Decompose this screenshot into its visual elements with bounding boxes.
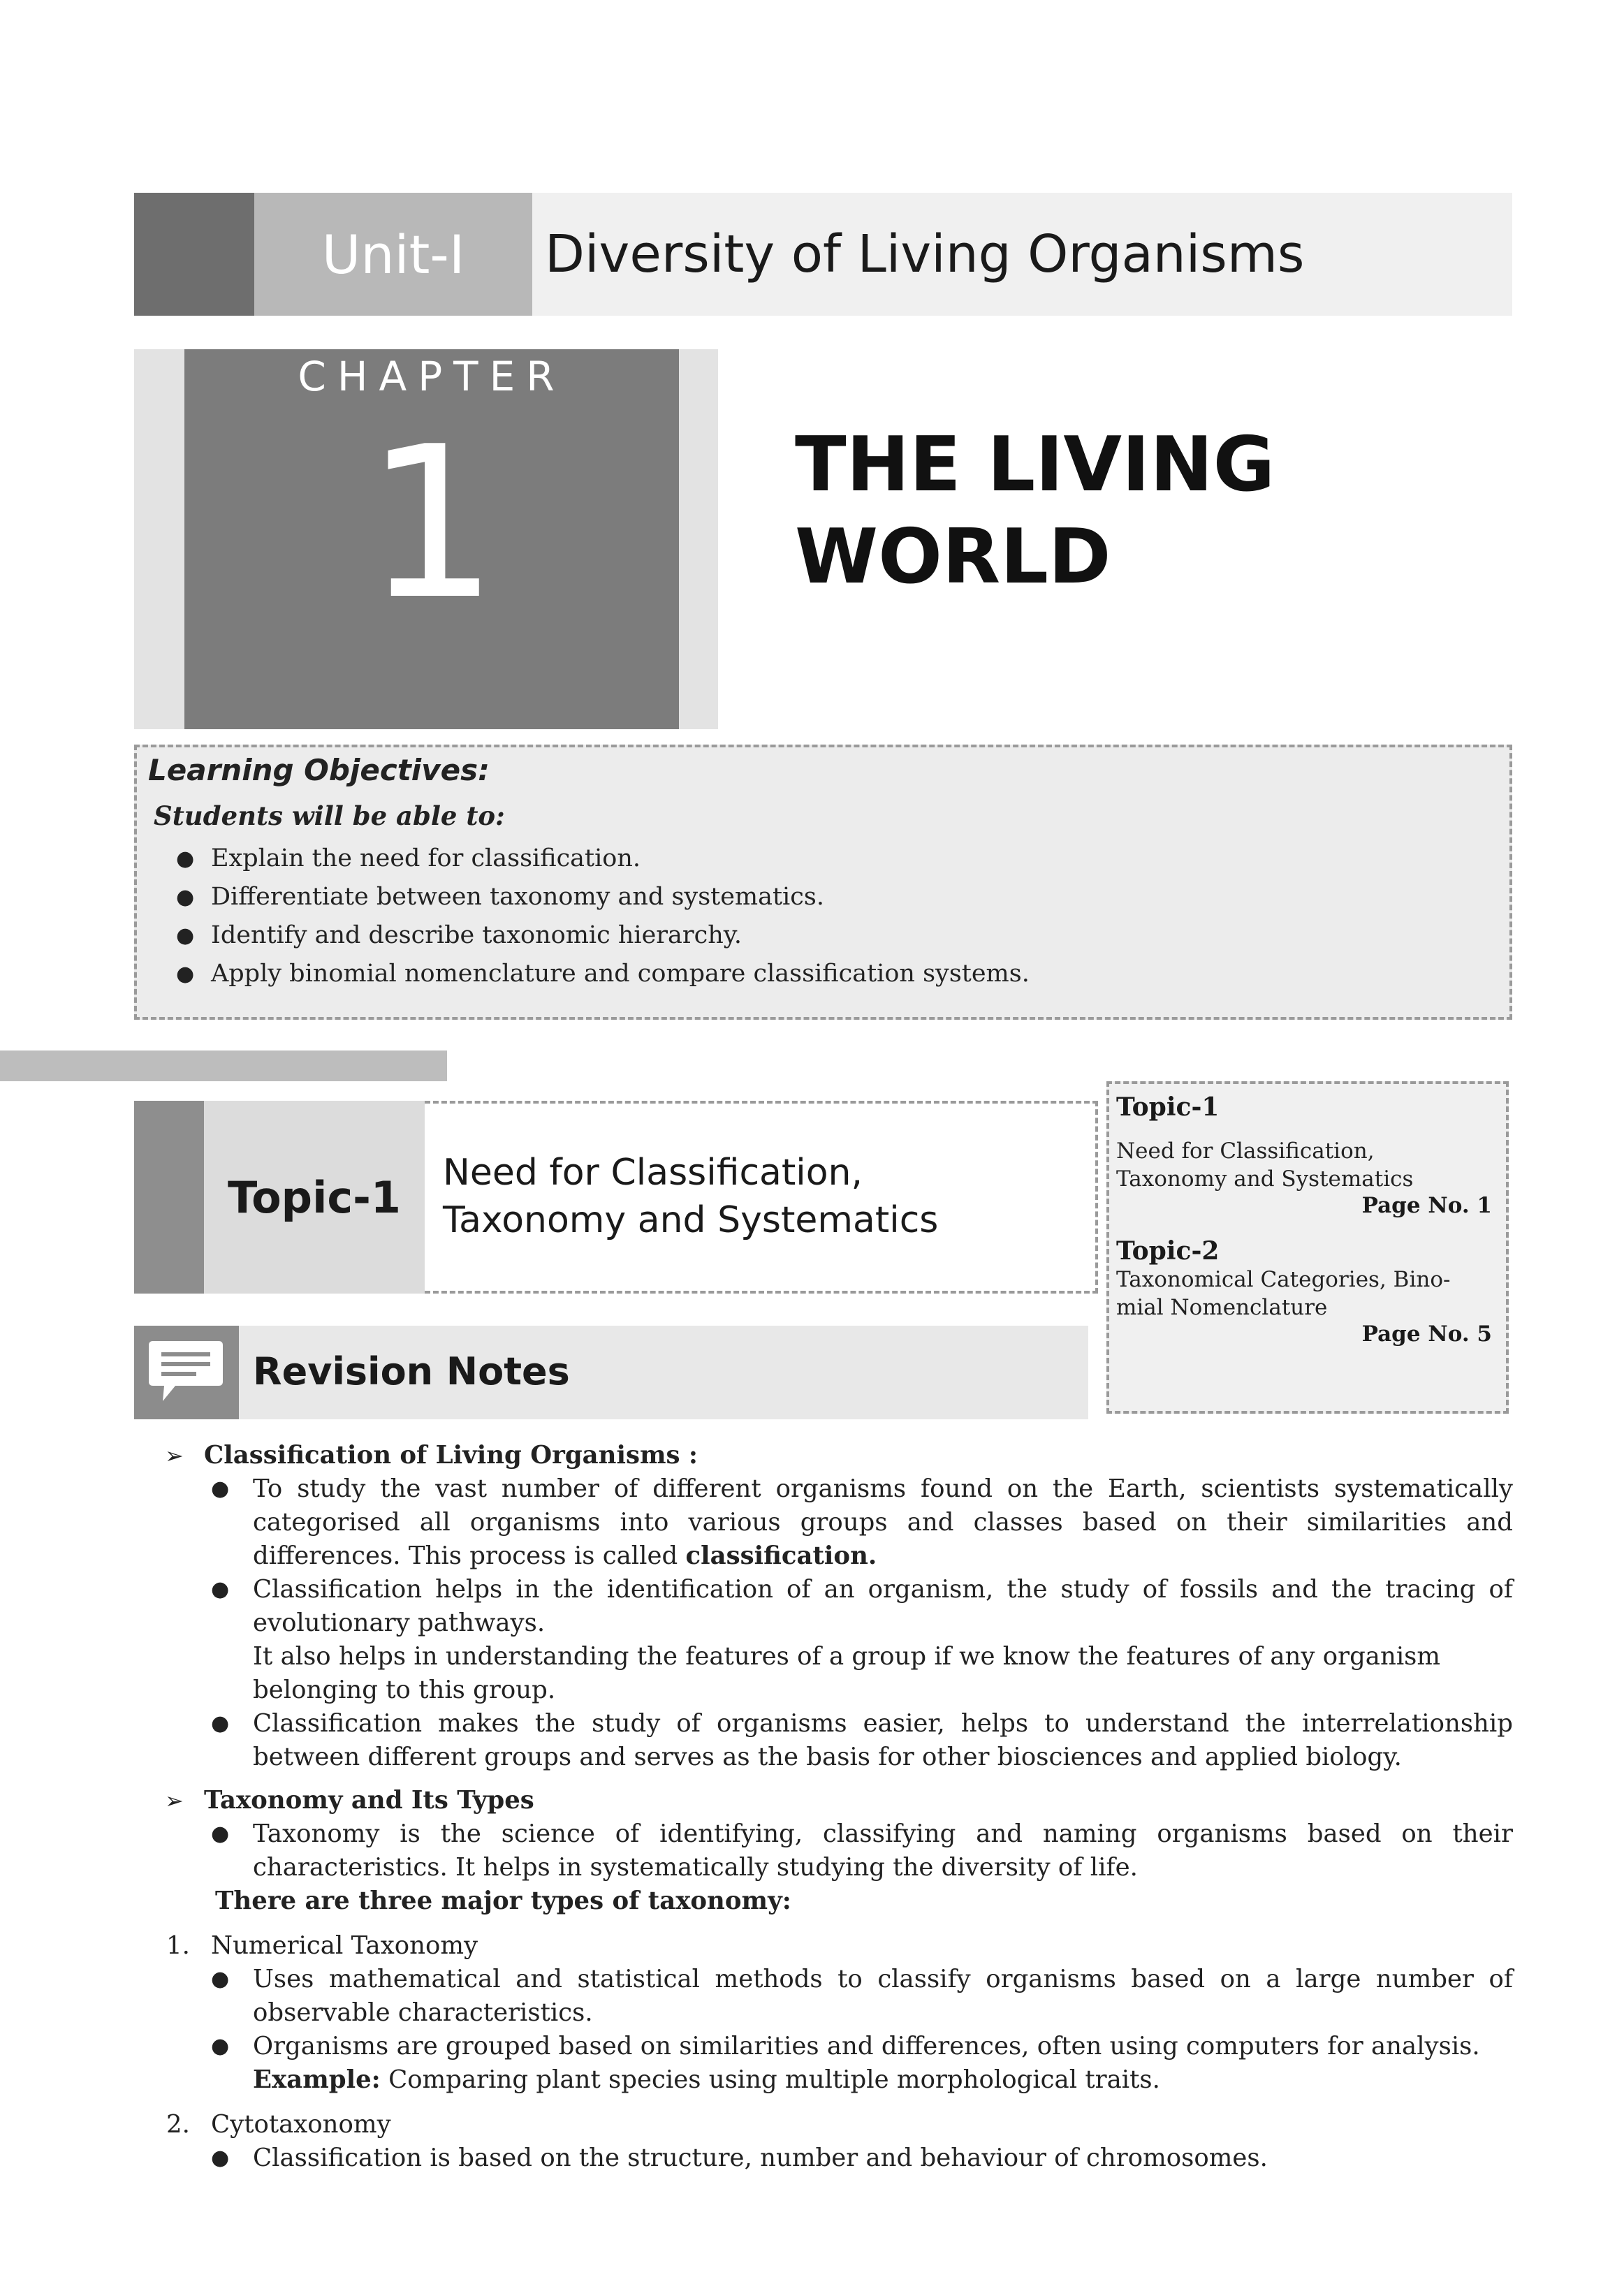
- bullet-continuation: It also helps in understanding the features of a group if we know the features of any organism belonging to this group.: [253, 1642, 1441, 1704]
- objective-item: ● Identify and describe taxonomic hierarchy.: [172, 916, 1485, 955]
- topic-accent-strip: [134, 1101, 204, 1294]
- unit-label-box: [254, 193, 532, 316]
- section-heading: ➢ Taxonomy and Its Types: [162, 1784, 1513, 1817]
- revision-notes-title: Revision Notes: [253, 1349, 570, 1393]
- numbered-heading-text: Cytotaxonomy: [211, 2110, 391, 2139]
- contents-page-number: Page No. 5: [1361, 1322, 1492, 1347]
- topic-title-line1: Need for Classification,: [443, 1152, 863, 1194]
- objective-item: ● Explain the need for classification.: [172, 840, 1485, 878]
- contents-entry: [1116, 1236, 1492, 1347]
- contents-topic-line2: Taxonomy and Systematics: [1116, 1166, 1414, 1192]
- learning-objectives-subheading: Students will be able to:: [154, 800, 505, 831]
- chapter-title: [795, 419, 1493, 603]
- bullet-item: ● Classification is based on the structure, number and behaviour of chromosomes.: [162, 2142, 1513, 2175]
- learning-objectives-heading: Learning Objectives:: [148, 753, 490, 787]
- example-text: Comparing plant species using multiple morphological traits.: [380, 2065, 1160, 2094]
- contents-page-number: Page No. 1: [1361, 1193, 1492, 1218]
- bullet-item: ● Uses mathematical and statistical methods to classify organisms based on a large number of observable characteristics.: [162, 1963, 1513, 2030]
- unit-title: Diversity of Living Organisms: [545, 224, 1305, 284]
- section-heading: ➢ Classification of Living Organisms :: [162, 1439, 1513, 1472]
- objective-item: ● Apply binomial nomenclature and compare classification systems.: [172, 955, 1485, 993]
- contents-entry: [1116, 1092, 1492, 1218]
- number-label: 1.: [166, 1931, 190, 1960]
- chapter-title-line2: WORLD: [795, 513, 1111, 601]
- revision-notes-body: [162, 1432, 1513, 2175]
- topic-label: Topic-1: [228, 1171, 401, 1223]
- bullet-item: ● Taxonomy is the science of identifying, classifying and naming organisms based on their characteristics. It helps in systematically studying the diversity of life.: [162, 1817, 1513, 1884]
- bullet-item: ● Organisms are grouped based on similarities and differences, often using computers for analysis.: [162, 2030, 1513, 2063]
- types-intro: There are three major types of taxonomy:: [215, 1887, 791, 1915]
- number-label: 2.: [166, 2110, 190, 2139]
- numbered-heading: [162, 2108, 1513, 2142]
- bullet-list: [162, 2142, 1513, 2175]
- contents-topic-head: Topic-1: [1116, 1092, 1220, 1122]
- objective-item: ● Differentiate between taxonomy and systematics.: [172, 878, 1485, 916]
- bullet-item: ● Classification makes the study of organisms easier, helps to understand the interrelationship between different groups and serves as the basis for other biosciences and applied biology.: [162, 1707, 1513, 1774]
- topic-contents-box: [1106, 1081, 1509, 1414]
- unit-label: Unit-I: [321, 223, 465, 286]
- contents-topic-line1: Taxonomical Categories, Bino-: [1116, 1267, 1451, 1292]
- topic-title-line2: Taxonomy and Systematics: [443, 1199, 939, 1241]
- contents-topic-line1: Need for Classification,: [1116, 1139, 1375, 1164]
- chapter-number: 1: [365, 402, 499, 645]
- example-label: Example:: [253, 2065, 381, 2094]
- topic-title-box: [425, 1101, 1098, 1294]
- example-line: [162, 2063, 1513, 2097]
- bullet-item: ● Classification helps in the identification of an organism, the study of fossils and the tracing of evolutionary pathways.: [162, 1573, 1513, 1640]
- numbered-heading-text: Numerical Taxonomy: [211, 1931, 478, 1960]
- topic-label-box: [204, 1101, 425, 1294]
- contents-topic-line2: mial Nomenclature: [1116, 1295, 1328, 1320]
- bullet-list: [162, 1963, 1513, 2063]
- bullet-list: [162, 1472, 1513, 1640]
- divider-bar: [0, 1051, 447, 1081]
- bullet-list: [162, 1817, 1513, 1884]
- chapter-word: CHAPTER: [298, 353, 566, 400]
- bullet-item: [162, 1472, 1513, 1573]
- unit-title-box: [532, 193, 1512, 316]
- unit-banner-accent: [134, 193, 254, 316]
- topic-title: [443, 1150, 938, 1244]
- speech-bubble-icon: [145, 1337, 227, 1407]
- bullet-text: To study the vast number of different organisms found on the Earth, scientists systematically categorised all organisms into various groups and classes based on their similarities and differences. This process is called: [253, 1474, 1513, 1570]
- numbered-heading: [162, 1929, 1513, 1963]
- bold-term: classification.: [685, 1542, 877, 1570]
- chapter-title-line1: THE LIVING: [795, 421, 1275, 508]
- learning-objectives-list: [172, 840, 1485, 993]
- bullet-list: [162, 1707, 1513, 1774]
- contents-topic-head: Topic-2: [1116, 1236, 1220, 1266]
